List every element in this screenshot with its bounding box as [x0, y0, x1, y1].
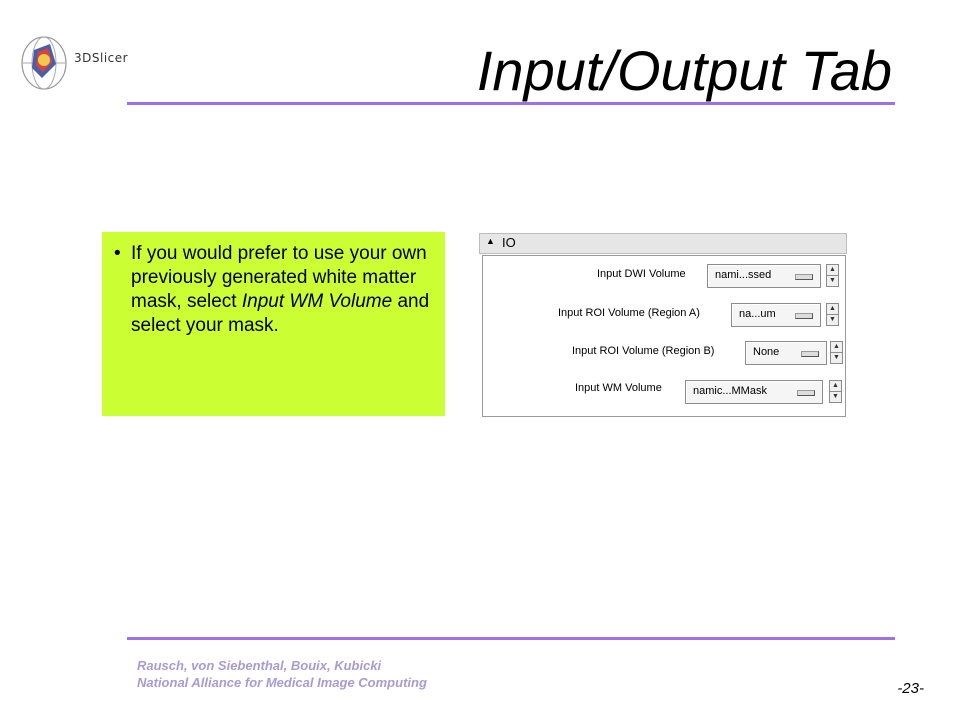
page-number: -23- [897, 680, 924, 697]
spin-up-icon[interactable]: ▲ [830, 341, 843, 353]
dropdown-knob-icon [797, 390, 815, 396]
input-roi-b-select[interactable] [745, 341, 827, 365]
io-panel-header[interactable] [479, 233, 847, 254]
dropdown-knob-icon [801, 351, 819, 357]
select-value: nami...ssed [715, 269, 772, 281]
io-panel [479, 233, 847, 417]
3dslicer-logo-icon [12, 30, 76, 100]
spin-up-icon[interactable]: ▲ [826, 264, 839, 276]
input-wm-volume-label: Input WM Volume [575, 382, 662, 394]
dropdown-knob-icon [795, 274, 813, 280]
spin-down-icon[interactable]: ▼ [826, 275, 839, 287]
triangle-up-icon[interactable]: ▲ [486, 236, 495, 246]
slide-title: Input/Output Tab [476, 39, 892, 102]
bullet-text-italic: Input WM Volume [241, 291, 393, 312]
input-wm-volume-select[interactable] [685, 380, 823, 404]
select-value: None [753, 346, 780, 358]
bullet-text [131, 242, 431, 338]
input-dwi-volume-select[interactable] [707, 264, 821, 288]
input-roi-a-label: Input ROI Volume (Region A) [558, 307, 700, 319]
input-roi-b-spinner[interactable] [830, 341, 841, 363]
title-divider [127, 102, 895, 105]
3dslicer-logo [12, 30, 142, 100]
footer-organization: National Alliance for Medical Image Computing [137, 675, 427, 690]
spin-up-icon[interactable]: ▲ [829, 380, 842, 392]
input-roi-a-spinner[interactable] [826, 303, 837, 325]
spin-up-icon[interactable]: ▲ [826, 303, 839, 315]
bullet-dot: • [114, 243, 121, 264]
input-dwi-volume-spinner[interactable] [826, 264, 837, 286]
bullet-text-part1: If you would prefer to use your own previously generated white matter mask, select [131, 243, 427, 312]
bullet-text-part2: and select your mask. [131, 291, 430, 336]
spin-down-icon[interactable]: ▼ [826, 314, 839, 326]
logo-text: 3DSlicer [74, 51, 129, 65]
input-roi-b-label: Input ROI Volume (Region B) [572, 345, 715, 357]
footer-authors: Rausch, von Siebenthal, Bouix, Kubicki [137, 658, 382, 673]
spin-down-icon[interactable]: ▼ [830, 352, 843, 364]
footer-credits [137, 657, 427, 691]
input-roi-a-select[interactable] [731, 303, 821, 327]
select-value: na...um [739, 308, 776, 320]
io-panel-label: IO [502, 235, 516, 250]
input-wm-volume-spinner[interactable] [829, 380, 840, 402]
io-panel-body [482, 255, 846, 417]
select-value: namic...MMask [693, 385, 767, 397]
footer-divider [127, 637, 895, 640]
input-dwi-volume-label: Input DWI Volume [597, 268, 686, 280]
spin-down-icon[interactable]: ▼ [829, 391, 842, 403]
dropdown-knob-icon [795, 313, 813, 319]
